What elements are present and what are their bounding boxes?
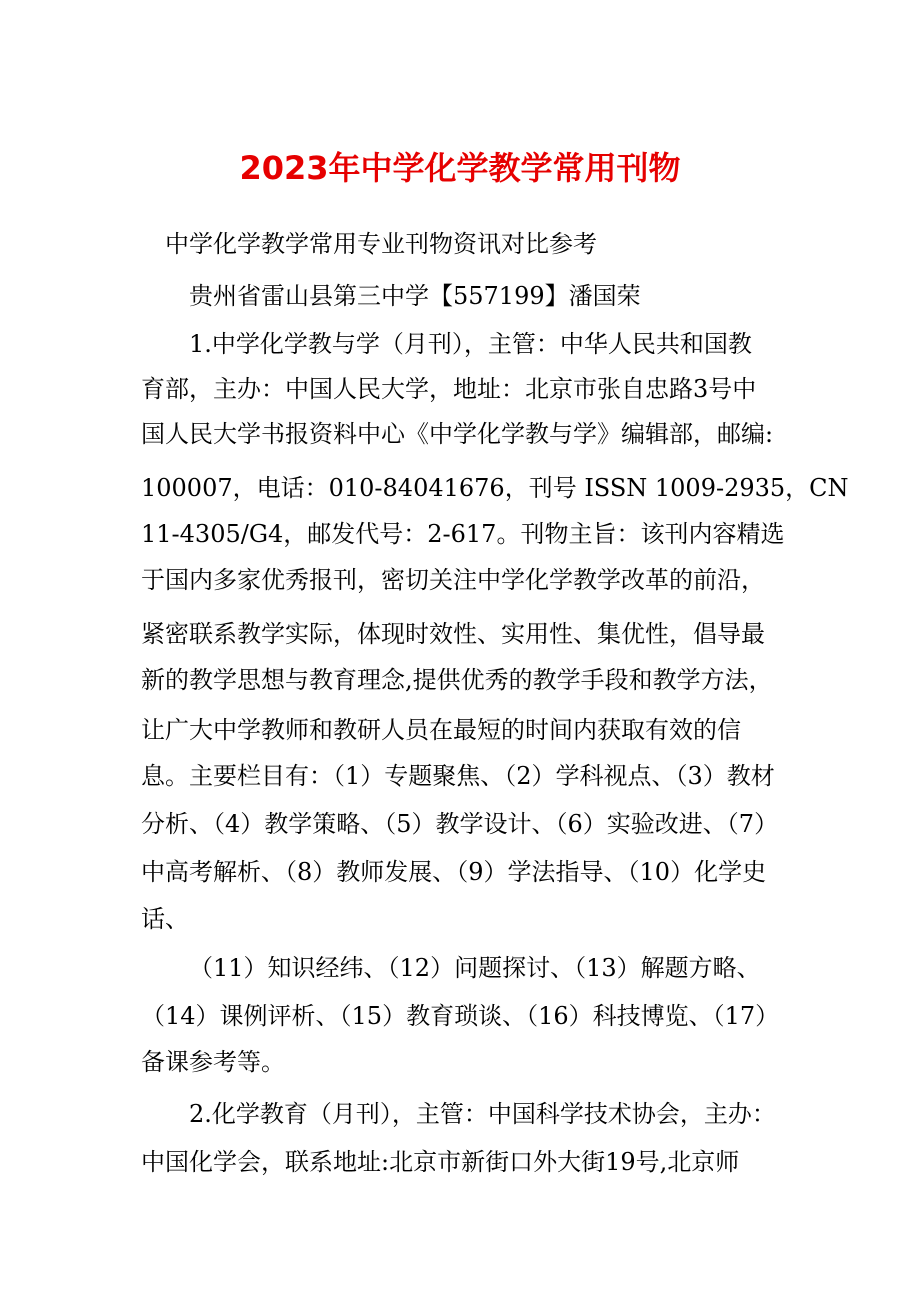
paragraph-line: （14）课例评析、（15）教育琐谈、（16）科技博览、（17） <box>141 1002 780 1030</box>
document-title: 2023年中学化学教学常用刊物 <box>239 149 681 187</box>
paragraph-line: 让广大中学教师和教研人员在最短的时间内获取有效的信 <box>141 716 741 744</box>
paragraph-line: （11）知识经纬、（12）问题探讨、（13）解题方略、 <box>189 954 761 982</box>
paragraph-line: 国人民大学书报资料中心《中学化学教与学》编辑部，邮编: <box>141 420 774 448</box>
paragraph-line: 中高考解析、（8）教师发展、（9）学法指导、（10）化学史 <box>141 858 767 886</box>
paragraph-line: 2.化学教育（月刊），主管：中国科学技术协会，主办： <box>189 1100 776 1128</box>
paragraph-line: 100007，电话：010-84041676，刊号 ISSN 1009-2935，CN <box>141 474 849 502</box>
paragraph-line: 分析、（4）教学策略、（5）教学设计、（6）实验改进、（7） <box>141 810 779 838</box>
paragraph-line: 1.中学化学教与学（月刊），主管：中华人民共和国教 <box>189 330 752 358</box>
paragraph-line: 备课参考等。 <box>141 1048 285 1076</box>
paragraph-line: 11-4305/G4，邮发代号：2-617。刊物主旨：该刊内容精选 <box>141 520 785 548</box>
paragraph-line: 育部，主办：中国人民大学，地址：北京市张自忠路3号中 <box>141 375 757 403</box>
paragraph-line: 息。主要栏目有：（1）专题聚焦、（2）学科视点、（3）教材 <box>141 762 775 790</box>
paragraph-line: 紧密联系教学实际，体现时效性、实用性、集优性，倡导最 <box>141 620 765 648</box>
paragraph-line: 话、 <box>141 905 189 933</box>
paragraph-line: 中国化学会，联系地址:北京市新街口外大街19号,北京师 <box>141 1148 740 1176</box>
subtitle-line: 中学化学教学常用专业刊物资讯对比参考 <box>165 230 597 258</box>
paragraph-line: 于国内多家优秀报刊，密切关注中学化学教学改革的前沿， <box>141 566 765 594</box>
paragraph-line: 新的教学思想与教育理念,提供优秀的教学手段和教学方法， <box>141 666 773 694</box>
author-line: 贵州省雷山县第三中学【557199】潘国荣 <box>189 282 641 310</box>
